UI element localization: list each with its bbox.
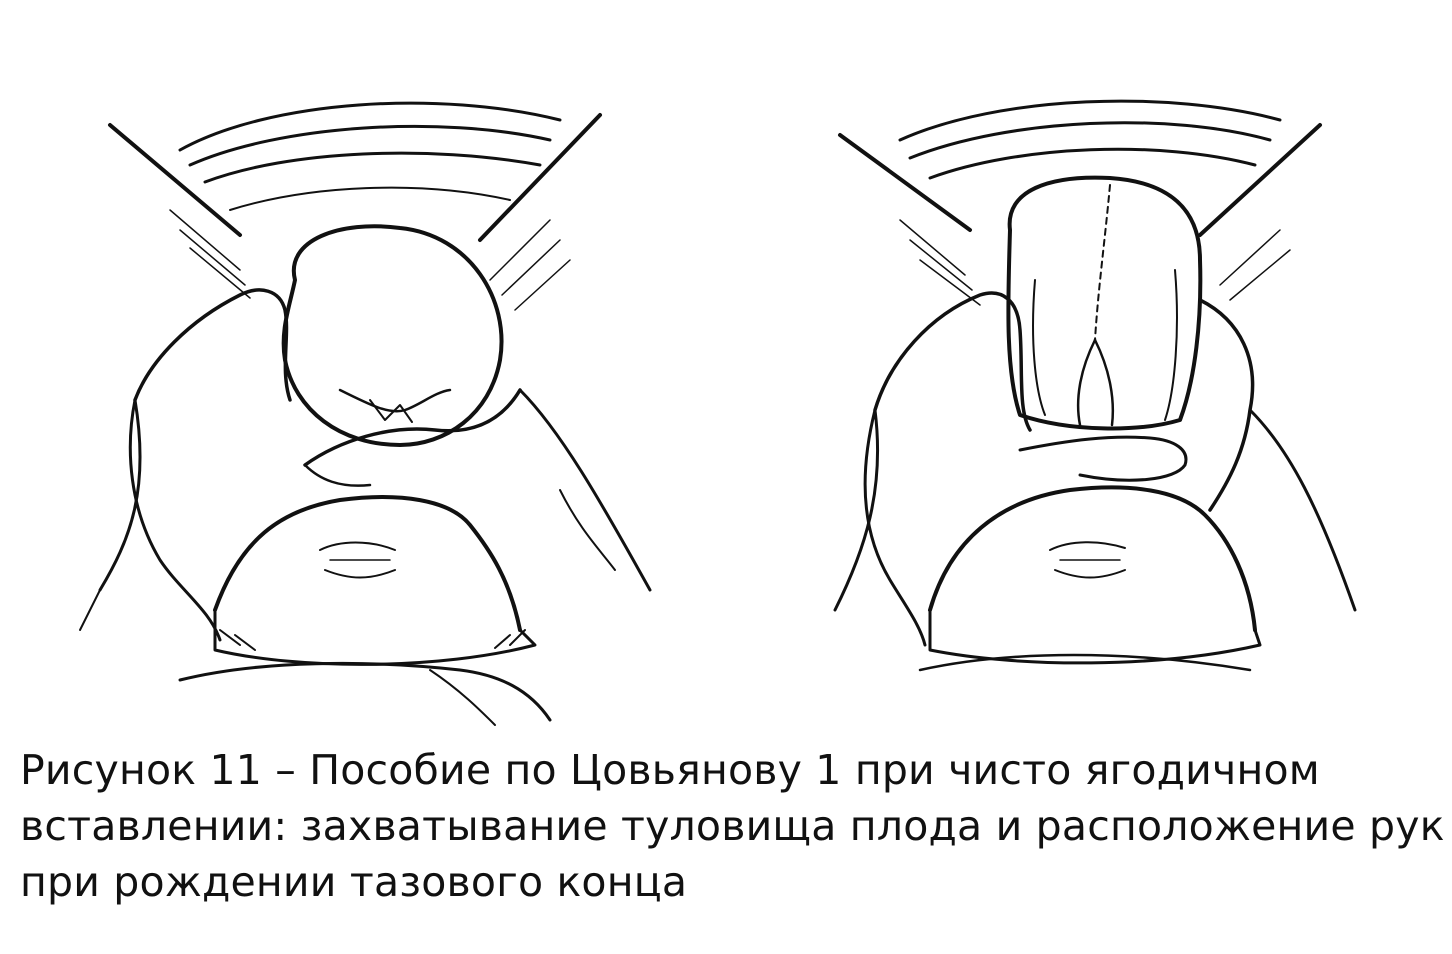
caption-line-2: вставлении: захватывание туловища плода и расположение рук (20, 802, 1445, 850)
caption-line-3: при рождении тазового конца (20, 858, 688, 906)
caption-line-1: Рисунок 11 – Пособие по Цовьянову 1 при чисто ягодичном (20, 746, 1320, 794)
breech-grip-left-icon (40, 70, 680, 730)
breech-grip-right-icon (780, 70, 1420, 730)
figure-caption (20, 742, 1445, 910)
right-illustration (780, 70, 1420, 730)
left-illustration (40, 70, 680, 730)
